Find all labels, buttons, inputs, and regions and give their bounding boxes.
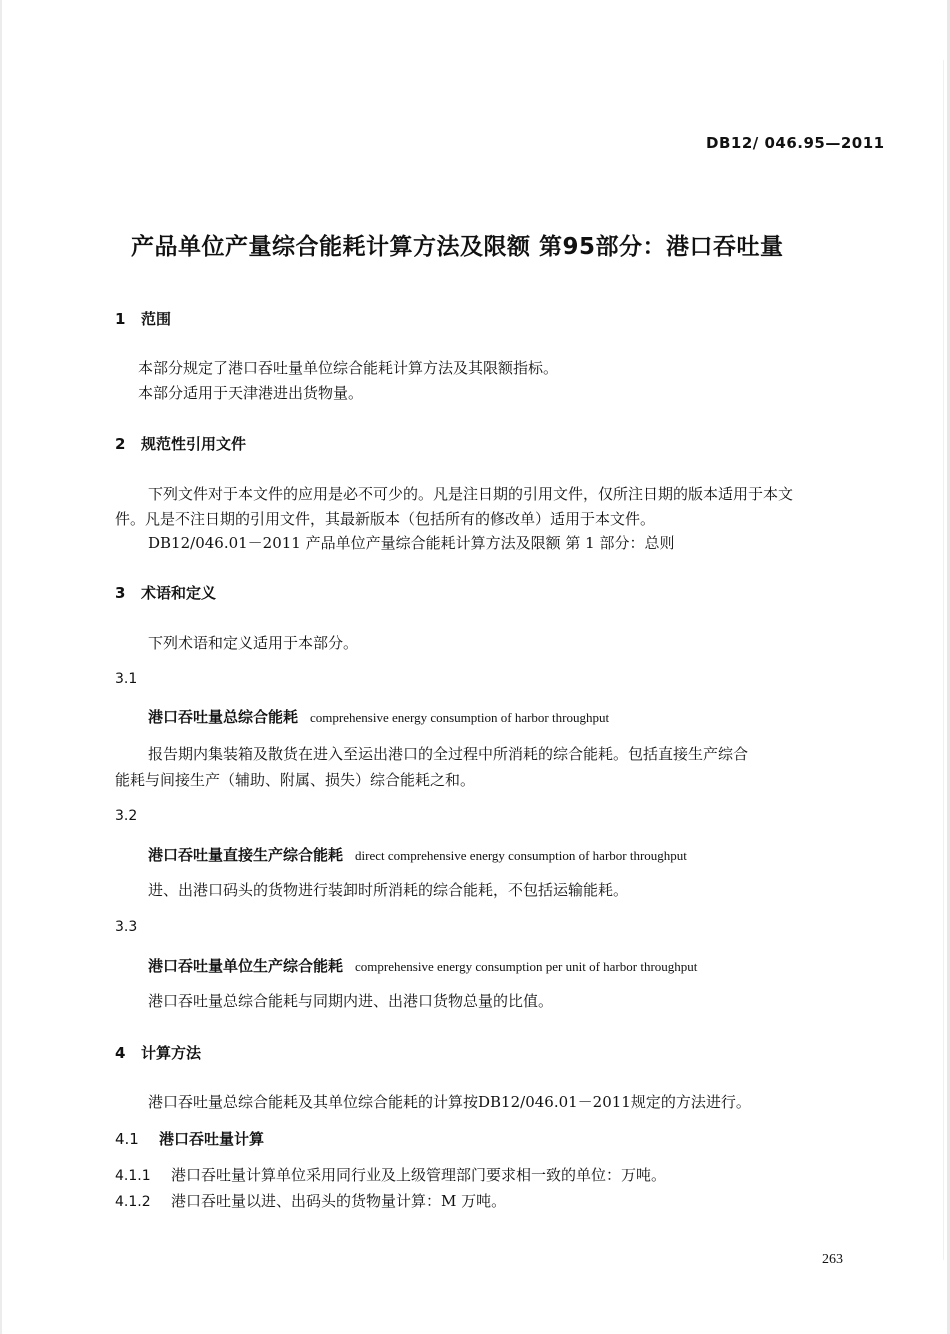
term-english: comprehensive energy consumption of harbor throughput bbox=[310, 710, 610, 725]
term-english: direct comprehensive energy consumption of harbor throughput bbox=[355, 848, 687, 863]
section-number: 4 bbox=[115, 1044, 126, 1062]
section-number: 1 bbox=[115, 310, 126, 328]
subsection-number: 4.1 bbox=[115, 1130, 139, 1148]
clause-number: 4.1.1 bbox=[115, 1168, 151, 1184]
section-title: 术语和定义 bbox=[141, 584, 217, 602]
normative-reference: DB12/046.01－2011 产品单位产量综合能耗计算方法及限额 第 1 部分：总则 bbox=[148, 534, 675, 552]
section-title: 范围 bbox=[141, 310, 172, 328]
section-number: 2 bbox=[115, 435, 126, 453]
clause-text: 港口吞吐量计算单位采用同行业及上级管理部门要求相一致的单位：万吨。 bbox=[171, 1166, 667, 1184]
paragraph: 本部分适用于天津港进出货物量。 bbox=[138, 384, 364, 402]
section-4-heading bbox=[115, 1042, 201, 1063]
term-number: 3.1 bbox=[115, 671, 138, 687]
clause-4-1-1 bbox=[115, 1164, 666, 1185]
term-entry bbox=[148, 844, 687, 865]
section-1-heading bbox=[115, 308, 171, 329]
section-2-heading bbox=[115, 433, 246, 454]
clause-number: 4.1.2 bbox=[115, 1194, 151, 1210]
term-definition: 进、出港口码头的货物进行装卸时所消耗的综合能耗，不包括运输能耗。 bbox=[148, 881, 629, 899]
paragraph: 件。凡是不注日期的引用文件，其最新版本（包括所有的修改单）适用于本文件。 bbox=[115, 510, 656, 528]
section-title: 计算方法 bbox=[141, 1044, 202, 1062]
subsection-title: 港口吞吐量计算 bbox=[159, 1130, 265, 1148]
term-chinese: 港口吞吐量总综合能耗 bbox=[148, 708, 299, 726]
clause-4-1-2 bbox=[115, 1190, 506, 1211]
page-number: 263 bbox=[822, 1252, 843, 1267]
term-chinese: 港口吞吐量单位生产综合能耗 bbox=[148, 957, 344, 975]
term-definition: 报告期内集装箱及散货在进入至运出港口的全过程中所消耗的综合能耗。包括直接生产综合 bbox=[148, 745, 749, 763]
section-title: 规范性引用文件 bbox=[141, 435, 247, 453]
term-entry bbox=[148, 955, 697, 976]
term-number: 3.3 bbox=[115, 919, 138, 935]
paragraph: 本部分规定了港口吞吐量单位综合能耗计算方法及其限额指标。 bbox=[138, 359, 559, 377]
term-chinese: 港口吞吐量直接生产综合能耗 bbox=[148, 846, 344, 864]
paragraph: 下列文件对于本文件的应用是必不可少的。凡是注日期的引用文件，仅所注日期的版本适用于本文 bbox=[148, 485, 794, 503]
clause-text: 港口吞吐量以进、出码头的货物量计算：M 万吨。 bbox=[171, 1192, 507, 1210]
document-number: DB12/ 046.95—2011 bbox=[706, 134, 885, 152]
term-entry bbox=[148, 706, 609, 727]
term-definition: 港口吞吐量总综合能耗与同期内进、出港口货物总量的比值。 bbox=[148, 992, 554, 1010]
term-number: 3.2 bbox=[115, 808, 138, 824]
section-3-heading bbox=[115, 582, 216, 603]
scan-edge-left bbox=[0, 0, 2, 1334]
scan-edge-line bbox=[943, 60, 944, 1260]
subsection-4-1-heading bbox=[115, 1128, 264, 1149]
paragraph: 港口吞吐量总综合能耗及其单位综合能耗的计算按DB12/046.01－2011规定的方法进行。 bbox=[148, 1093, 751, 1111]
paragraph: 下列术语和定义适用于本部分。 bbox=[148, 634, 359, 652]
section-number: 3 bbox=[115, 584, 126, 602]
term-definition: 能耗与间接生产（辅助、附属、损失）综合能耗之和。 bbox=[115, 771, 476, 789]
term-english: comprehensive energy consumption per unit of harbor throughput bbox=[355, 959, 698, 974]
page-title: 产品单位产量综合能耗计算方法及限额 第95部分：港口吞吐量 bbox=[131, 234, 784, 260]
